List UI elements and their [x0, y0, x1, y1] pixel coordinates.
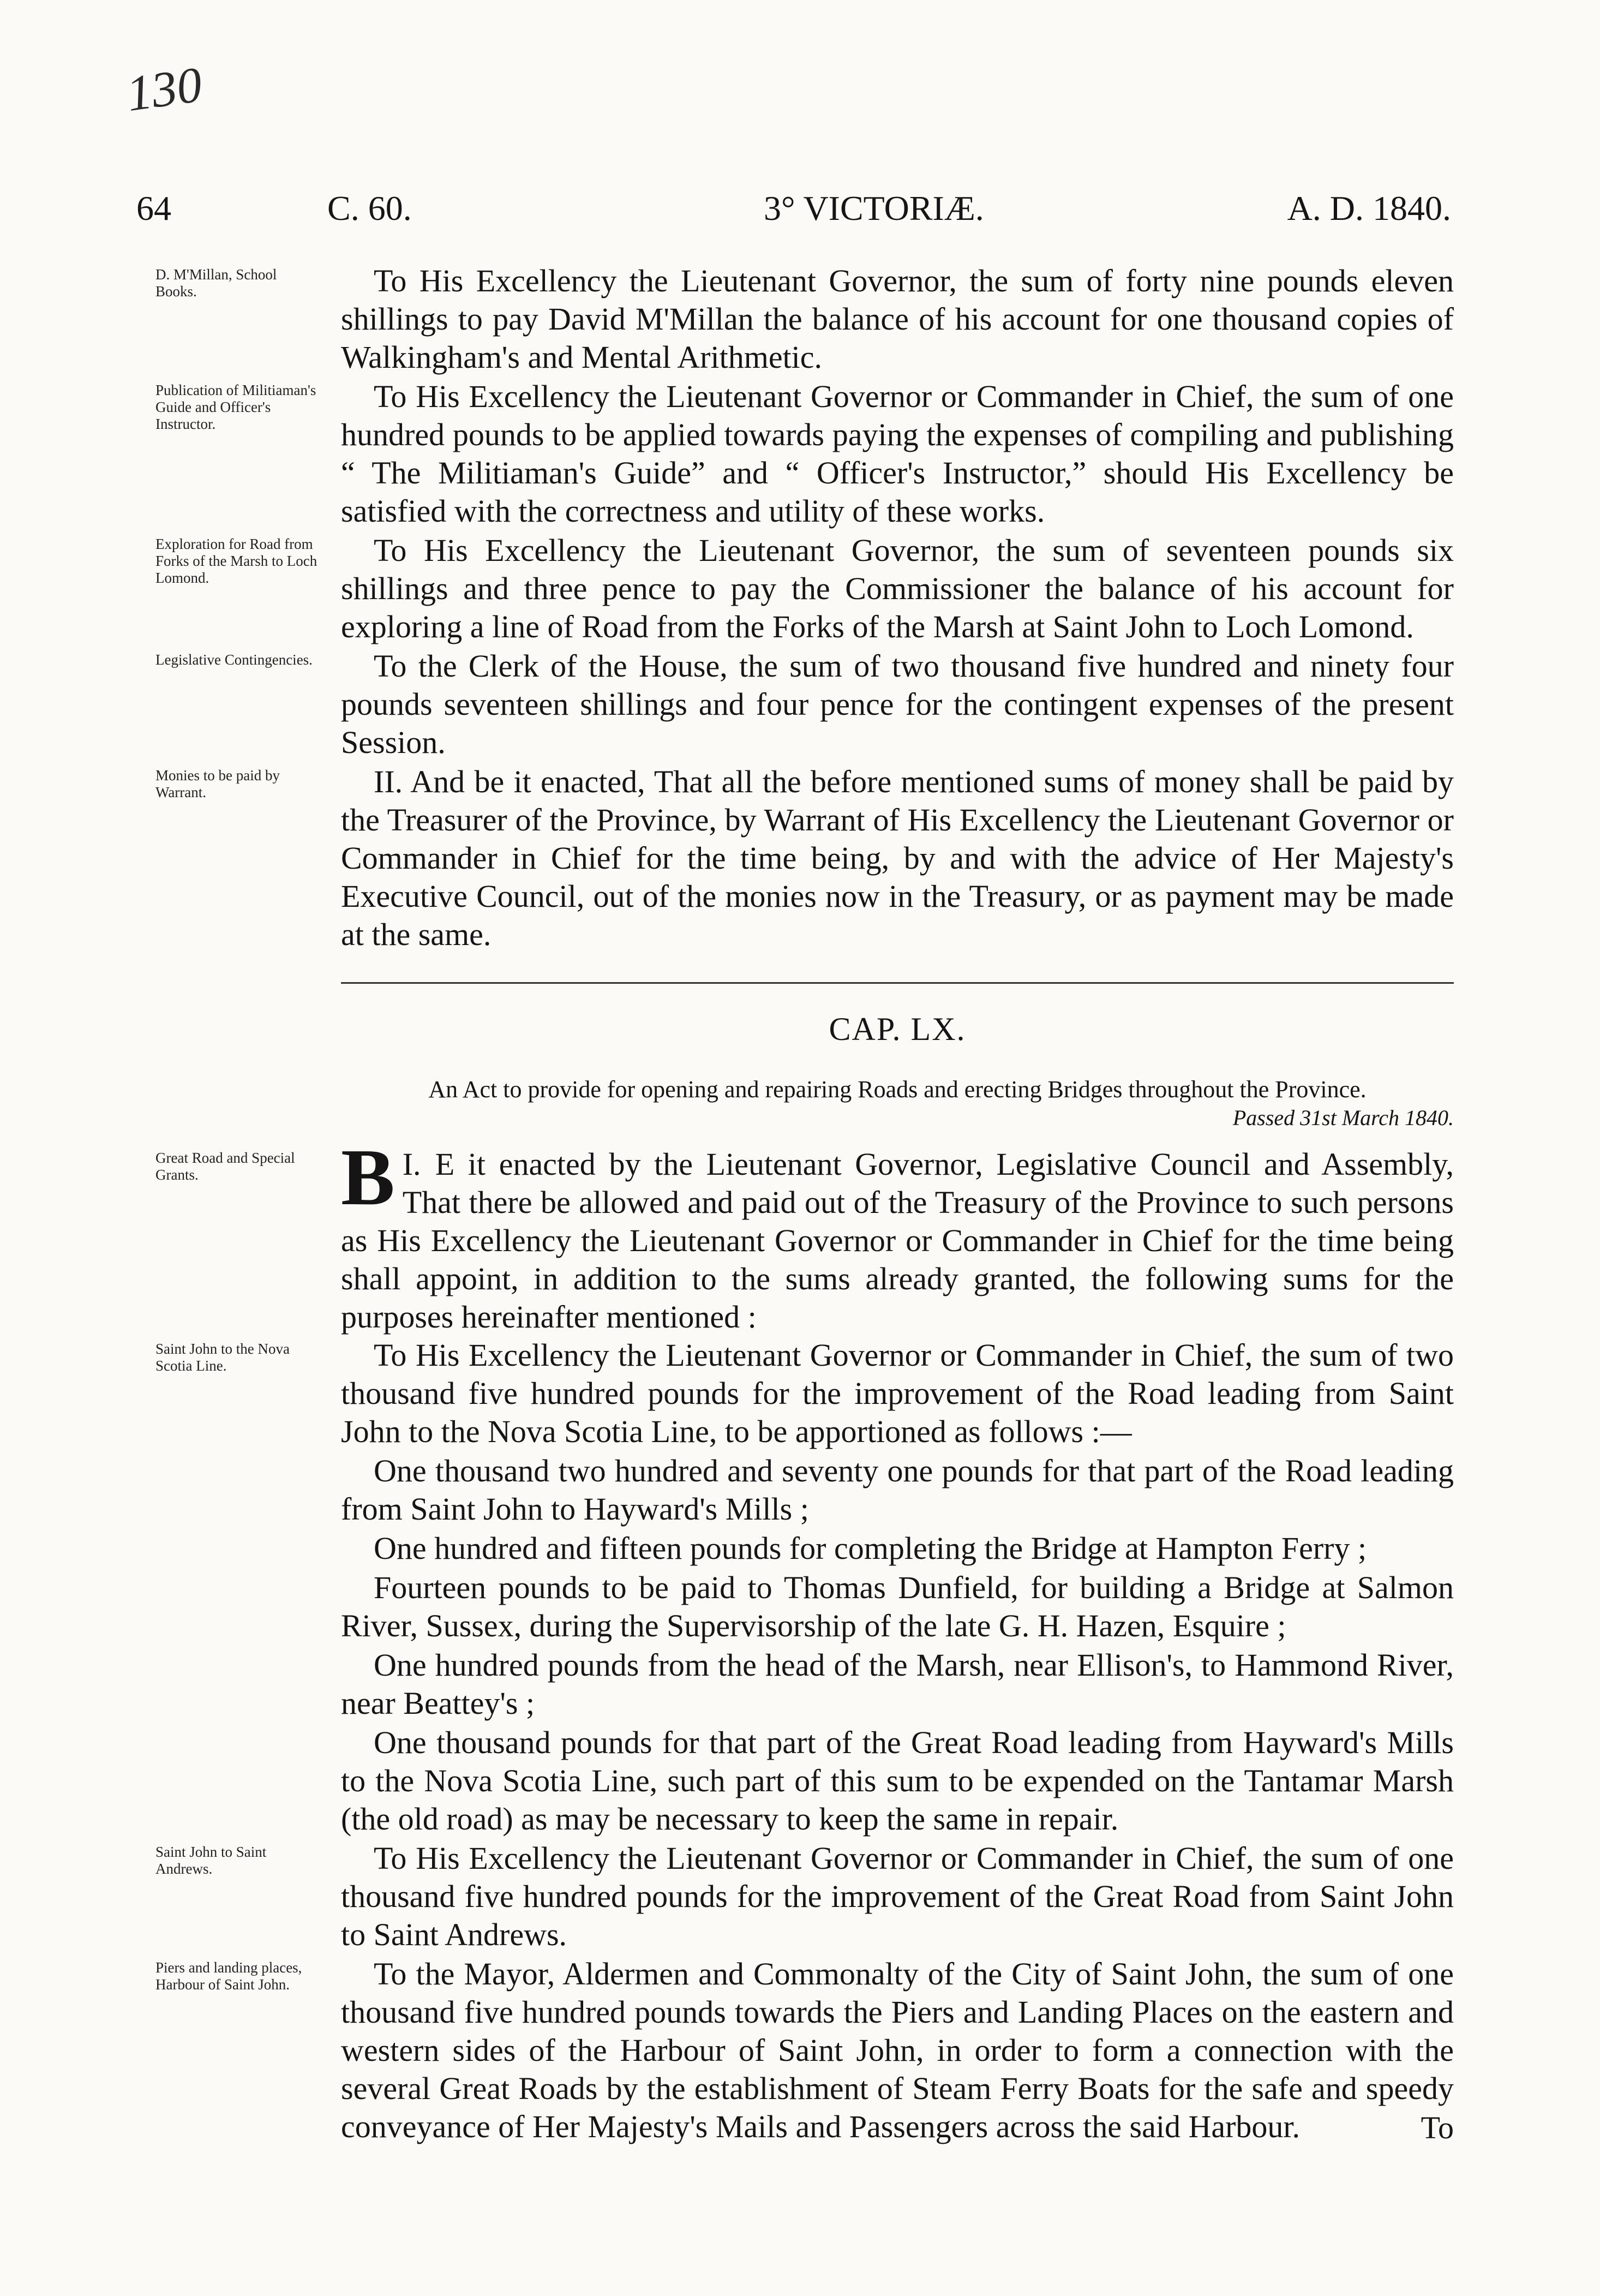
apportionment-item: One hundred pounds from the head of the Marsh, near Ellison's, to Hammond River, near Beattey's ; — [341, 1647, 1454, 1721]
grant-paragraph — [155, 1839, 1454, 1954]
chapter-reference: C. 60. — [327, 189, 412, 228]
margin-note: D. M'Millan, School Books. — [155, 266, 277, 300]
handwritten-page-mark: 130 — [123, 56, 206, 122]
paragraph-text: To His Excellency the Lieutenant Governor, the sum of seventeen pounds six shillings and three pence to pay the Commissioner the balance of his account for exploring a line of Road from the Forks of the Marsh at Saint John to Loch Lomond. — [341, 533, 1454, 644]
grant-paragraph — [155, 531, 1454, 646]
grant-paragraph — [155, 1336, 1454, 1451]
apportionment-item: One thousand two hundred and seventy one pounds for that part of the Road leading from Saint John to Hayward's Mills ; — [341, 1453, 1454, 1527]
passed-date: Passed 31st March 1840. — [1232, 1105, 1454, 1130]
paragraph-text: To His Excellency the Lieutenant Governor, the sum of forty nine pounds eleven shillings to pay David M'Millan the balance of his account for one thousand copies of Walkingham's and Mental Arithmetic. — [341, 263, 1454, 375]
section-divider — [341, 982, 1454, 984]
margin-note: Great Road and Special Grants. — [155, 1150, 295, 1183]
grant-paragraph — [155, 378, 1454, 530]
margin-note: Monies to be paid by Warrant. — [155, 767, 280, 800]
regnal-year: 3° VICTORIÆ. — [764, 189, 984, 228]
grant-paragraph — [155, 647, 1454, 762]
paragraph-text: To His Excellency the Lieutenant Governor or Commander in Chief, the sum of two thousand five hundred pounds for the improvement of the Road leading from Saint John to the Nova Scotia Line, to be apportioned as follows :— — [341, 1337, 1454, 1449]
grant-paragraph — [155, 262, 1454, 376]
paragraph-text: To His Excellency the Lieutenant Governor or Commander in Chief, the sum of one thousand five hundred pounds for the improvement of the Great Road from Saint John to Saint Andrews. — [341, 1840, 1454, 1952]
margin-note: Exploration for Road from Forks of the Marsh to Loch Lomond. — [155, 536, 317, 586]
page-number: 64 — [136, 189, 171, 228]
margin-note: Legislative Contingencies. — [155, 651, 313, 668]
paragraph-text: II. And be it enacted, That all the before mentioned sums of money shall be paid by the Treasurer of the Province, by Warrant of His Excellency the Lieutenant Governor or Commander in Chief for the time being, by and with the advice of Her Majesty's Executive Council, out of the monies now in the Treasury, or as payment may be made at the same. — [341, 764, 1454, 952]
margin-note: Piers and landing places, Harbour of Saint John. — [155, 1959, 302, 1993]
grant-paragraph — [155, 1955, 1454, 2146]
enacting-clause — [155, 1133, 1454, 1336]
paragraph-text: To His Excellency the Lieutenant Governor or Commander in Chief, the sum of one hundred pounds to be applied towards paying the expenses of compiling and publishing “ The Militiaman's Guide” and “ Officer's Instructor,” should His Excellency be satisfied with the correctness and utility of these works. — [341, 379, 1454, 529]
apportionment-item: One hundred and fifteen pounds for completing the Bridge at Hampton Ferry ; — [374, 1530, 1367, 1566]
page-body — [155, 262, 1454, 2147]
margin-note: Publication of Militiaman's Guide and Officer's Instructor. — [155, 382, 316, 432]
paragraph-text: To the Mayor, Aldermen and Commonalty of the City of Saint John, the sum of one thousand five hundred pounds towards the Piers and Landing Places on the eastern and western sides of the Harbour of Saint John, in order to form a connection with the several Great Roads by the establishment of Steam Ferry Boats for the safe and speedy conveyance of Her Majesty's Mails and Passengers across the said Harbour. — [341, 1956, 1454, 2144]
apportionment-item: Fourteen pounds to be paid to Thomas Dunfield, for building a Bridge at Salmon River, Sussex, during the Supervisorship of the late G. H. Hazen, Esquire ; — [341, 1570, 1454, 1643]
chapter-heading: CAP. LX. — [829, 1011, 966, 1047]
paragraph-text: E it enacted by the Lieutenant Governor, Legislative Council and Assembly, That there be allowed and paid out of the Treasury of the Province to such persons as His Excellency the Lieutenant Governor or Commander in Chief for the time being shall appoint, in addition to the sums already granted, the following sums for the purposes hereinafter mentioned : — [341, 1146, 1454, 1335]
drop-cap: B — [341, 1133, 395, 1222]
margin-note: Saint John to the Nova Scotia Line. — [155, 1341, 290, 1374]
margin-note: Saint John to Saint Andrews. — [155, 1844, 267, 1877]
paragraph-text: To the Clerk of the House, the sum of two thousand five hundred and ninety four pounds seventeen shillings and four pence for the contingent expenses of the present Session. — [341, 648, 1454, 760]
catchword: To — [1421, 2110, 1454, 2145]
calendar-year: A. D. 1840. — [1287, 189, 1451, 228]
running-header — [136, 188, 1451, 237]
act-title: An Act to provide for opening and repairing Roads and erecting Bridges throughout the Province. — [428, 1076, 1367, 1103]
section-number: I. — [402, 1146, 421, 1182]
section-two-paragraph — [155, 763, 1454, 954]
apportionment-item: One thousand pounds for that part of the Great Road leading from Hayward's Mills to the Nova Scotia Line, such part of this sum to be expended on the Tantamar Marsh (the old road) as may be necessary to keep the same in repair. — [341, 1725, 1454, 1837]
